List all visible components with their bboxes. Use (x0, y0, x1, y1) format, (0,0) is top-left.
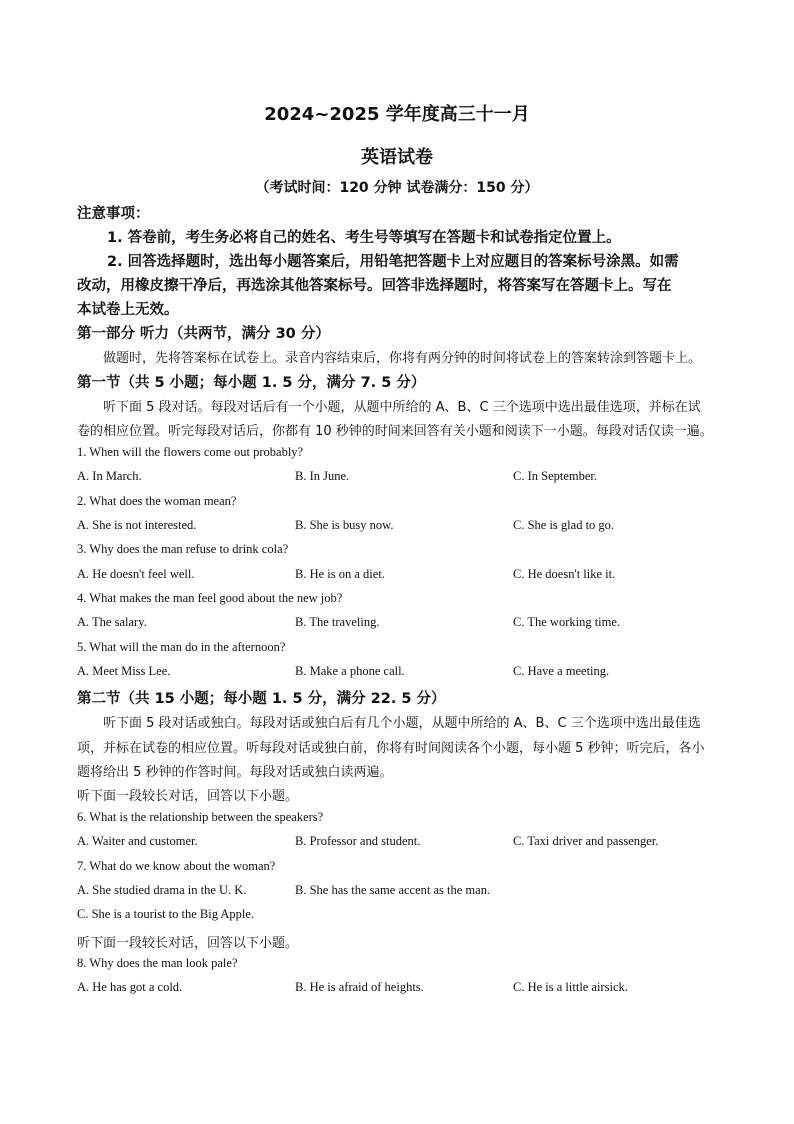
exam-title: 2024~2025 学年度高三十一月 (264, 104, 530, 125)
question-3-option-a: A. He doesn't feel well. (77, 567, 195, 581)
question-1-option-b: B. In June. (295, 469, 350, 483)
question-6-option-c: C. Taxi driver and passenger. (513, 834, 659, 848)
question-5-option-b: B. Make a phone call. (295, 664, 405, 678)
question-4: 4. What makes the man feel good about the new job? (77, 591, 343, 605)
question-5-option-a: A. Meet Miss Lee. (77, 664, 171, 678)
dialog-2-intro: 听下面一段较长对话，回答以下小题。 (77, 936, 299, 951)
part1-heading: 第一部分 听力（共两节，满分 30 分） (77, 326, 330, 342)
notes-item-2-line-1: 2. 回答选择题时，选出每小题答案后，用铅笔把答题卡上对应题目的答案标号涂黑。如需 (107, 254, 679, 270)
section2-instruction-line-3: 题将给出 5 秒钟的作答时间。每段对话或独白读两遍。 (77, 765, 393, 780)
part1-instruction: 做题时，先将答案标在试卷上。录音内容结束后，你将有两分钟的时间将试卷上的答案转涂到答题卡上。 (103, 351, 702, 366)
question-6-option-b: B. Professor and student. (295, 834, 421, 848)
question-5-option-c: C. Have a meeting. (513, 664, 610, 678)
notes-item-1: 1. 答卷前，考生务必将自己的姓名、考生号等填写在答题卡和试卷指定位置上。 (107, 230, 621, 246)
question-7-option-a: A. She studied drama in the U. K. (77, 883, 247, 897)
question-2: 2. What does the woman mean? (77, 494, 237, 508)
question-5: 5. What will the man do in the afternoon? (77, 640, 286, 654)
question-6: 6. What is the relationship between the speakers? (77, 810, 324, 824)
question-1-option-a: A. In March. (77, 469, 142, 483)
question-3: 3. Why does the man refuse to drink cola? (77, 542, 289, 556)
question-3-option-c: C. He doesn't like it. (513, 567, 616, 581)
question-4-option-a: A. The salary. (77, 615, 147, 629)
question-6-option-a: A. Waiter and customer. (77, 834, 198, 848)
exam-time-info: （考试时间：120 分钟 试卷满分：150 分） (255, 180, 539, 196)
section2-heading: 第二节（共 15 小题；每小题 1. 5 分，满分 22. 5 分） (77, 691, 446, 707)
notes-item-2-line-3: 本试卷上无效。 (77, 302, 179, 318)
question-4-option-b: B. The traveling. (295, 615, 380, 629)
question-1: 1. When will the flowers come out probably? (77, 445, 304, 459)
section2-instruction-line-1: 听下面 5 段对话或独白。每段对话或独白后有几个小题，从题中所给的 A、B、C 三个选项中选出最佳选 (103, 716, 701, 731)
question-8-option-b: B. He is afraid of heights. (295, 980, 424, 994)
question-7: 7. What do we know about the woman? (77, 859, 276, 873)
section1-instruction-line-1: 听下面 5 段对话。每段对话后有一个小题，从题中所给的 A、B、C 三个选项中选出最佳选项，并标在试 (103, 400, 701, 415)
notes-item-2-line-2: 改动，用橡皮擦干净后，再选涂其他答案标号。回答非选择题时，将答案写在答题卡上。写在 (77, 278, 672, 294)
notes-heading: 注意事项： (77, 206, 150, 222)
question-1-option-c: C. In September. (513, 469, 598, 483)
section2-instruction-line-2: 项，并标在试卷的相应位置。听每段对话或独白前，你将有时间阅读各个小题，每小题 5 秒钟；听完后，各小 (77, 741, 705, 756)
question-8-option-c: C. He is a little airsick. (513, 980, 628, 994)
question-7-option-b: B. She has the same accent as the man. (295, 883, 491, 897)
exam-subject: 英语试卷 (361, 147, 433, 168)
question-3-option-b: B. He is on a diet. (295, 567, 385, 581)
question-8-option-a: A. He has got a cold. (77, 980, 183, 994)
dialog-1-intro: 听下面一段较长对话，回答以下小题。 (77, 789, 299, 804)
question-4-option-c: C. The working time. (513, 615, 621, 629)
question-8: 8. Why does the man look pale? (77, 956, 238, 970)
question-2-option-c: C. She is glad to go. (513, 518, 615, 532)
section1-heading: 第一节（共 5 小题；每小题 1. 5 分，满分 7. 5 分） (77, 375, 426, 391)
section1-instruction-line-2: 卷的相应位置。听完每段对话后，你都有 10 秒钟的时间来回答有关小题和阅读下一小题。每段对话仅读一遍。 (77, 424, 713, 439)
question-2-option-b: B. She is busy now. (295, 518, 394, 532)
question-7-option-c: C. She is a tourist to the Big Apple. (77, 907, 255, 921)
question-2-option-a: A. She is not interested. (77, 518, 197, 532)
